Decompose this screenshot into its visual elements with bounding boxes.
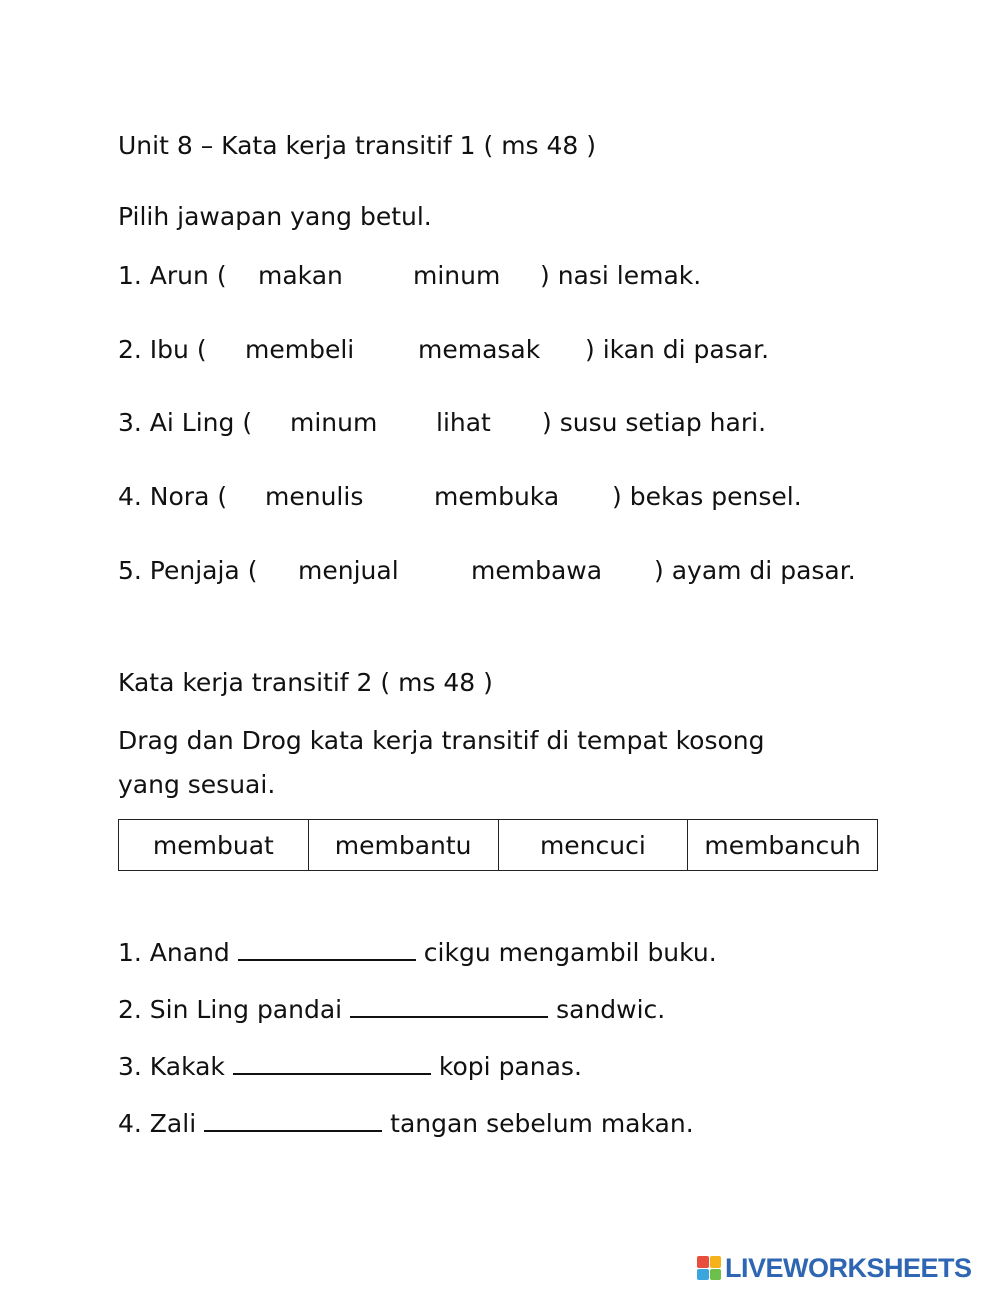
liveworksheets-logo-icon bbox=[697, 1256, 721, 1280]
question-1-option-a[interactable]: makan bbox=[258, 261, 343, 290]
question-1-suffix: ) nasi lemak. bbox=[540, 261, 702, 290]
question-2-prefix: 2. Ibu ( bbox=[118, 335, 207, 364]
question-1-prefix: 1. Arun ( bbox=[118, 261, 227, 290]
question-3-option-a[interactable]: minum bbox=[290, 408, 378, 437]
question-2-option-b[interactable]: memasak bbox=[418, 335, 541, 364]
question-4-option-a[interactable]: menulis bbox=[265, 482, 364, 511]
sentence-4 bbox=[118, 1108, 694, 1139]
sentence-4-suffix: tangan sebelum makan. bbox=[390, 1109, 694, 1138]
sentence-3-suffix: kopi panas. bbox=[438, 1052, 582, 1081]
question-1-option-b[interactable]: minum bbox=[413, 261, 501, 290]
section2-title: Kata kerja transitif 2 ( ms 48 ) bbox=[118, 668, 493, 697]
sentence-3-blank[interactable] bbox=[233, 1051, 431, 1075]
sentence-1-suffix: cikgu mengambil buku. bbox=[423, 938, 717, 967]
sentence-3 bbox=[118, 1051, 582, 1082]
question-4-suffix: ) bekas pensel. bbox=[612, 482, 802, 511]
question-4-prefix: 4. Nora ( bbox=[118, 482, 228, 511]
sentence-2-suffix: sandwic. bbox=[556, 995, 666, 1024]
question-3-option-b[interactable]: lihat bbox=[436, 408, 491, 437]
question-5-option-b[interactable]: membawa bbox=[471, 556, 603, 585]
question-2-suffix: ) ikan di pasar. bbox=[585, 335, 770, 364]
question-2-option-a[interactable]: membeli bbox=[245, 335, 355, 364]
sentence-2-prefix: 2. Sin Ling pandai bbox=[118, 995, 343, 1024]
sentence-4-prefix: 4. Zali bbox=[118, 1109, 197, 1138]
section2-instruction-line1: Drag dan Drog kata kerja transitif di tempat kosong bbox=[118, 726, 765, 755]
word-bank-item[interactable]: membuat bbox=[119, 820, 309, 870]
question-3-prefix: 3. Ai Ling ( bbox=[118, 408, 253, 437]
sentence-1 bbox=[118, 937, 717, 968]
section2-instruction-line2: yang sesuai. bbox=[118, 770, 276, 799]
section1-instruction: Pilih jawapan yang betul. bbox=[118, 202, 432, 231]
section1-title: Unit 8 – Kata kerja transitif 1 ( ms 48 ) bbox=[118, 131, 597, 160]
word-bank-item[interactable]: membantu bbox=[309, 820, 499, 870]
question-5-suffix: ) ayam di pasar. bbox=[654, 556, 856, 585]
logo-text: LIVEWORKSHEETS bbox=[725, 1252, 972, 1283]
sentence-1-blank[interactable] bbox=[238, 937, 416, 961]
sentence-4-blank[interactable] bbox=[204, 1108, 382, 1132]
question-5-prefix: 5. Penjaja ( bbox=[118, 556, 258, 585]
word-bank-item[interactable]: membancuh bbox=[704, 830, 861, 860]
question-4-option-b[interactable]: membuka bbox=[434, 482, 560, 511]
word-bank bbox=[118, 819, 878, 871]
sentence-2 bbox=[118, 994, 665, 1025]
sentence-2-blank[interactable] bbox=[350, 994, 548, 1018]
liveworksheets-logo bbox=[697, 1253, 972, 1283]
sentence-3-prefix: 3. Kakak bbox=[118, 1052, 225, 1081]
question-5-option-a[interactable]: menjual bbox=[298, 556, 399, 585]
sentence-1-prefix: 1. Anand bbox=[118, 938, 230, 967]
question-3-suffix: ) susu setiap hari. bbox=[542, 408, 767, 437]
word-bank-item[interactable]: mencuci bbox=[499, 820, 689, 870]
